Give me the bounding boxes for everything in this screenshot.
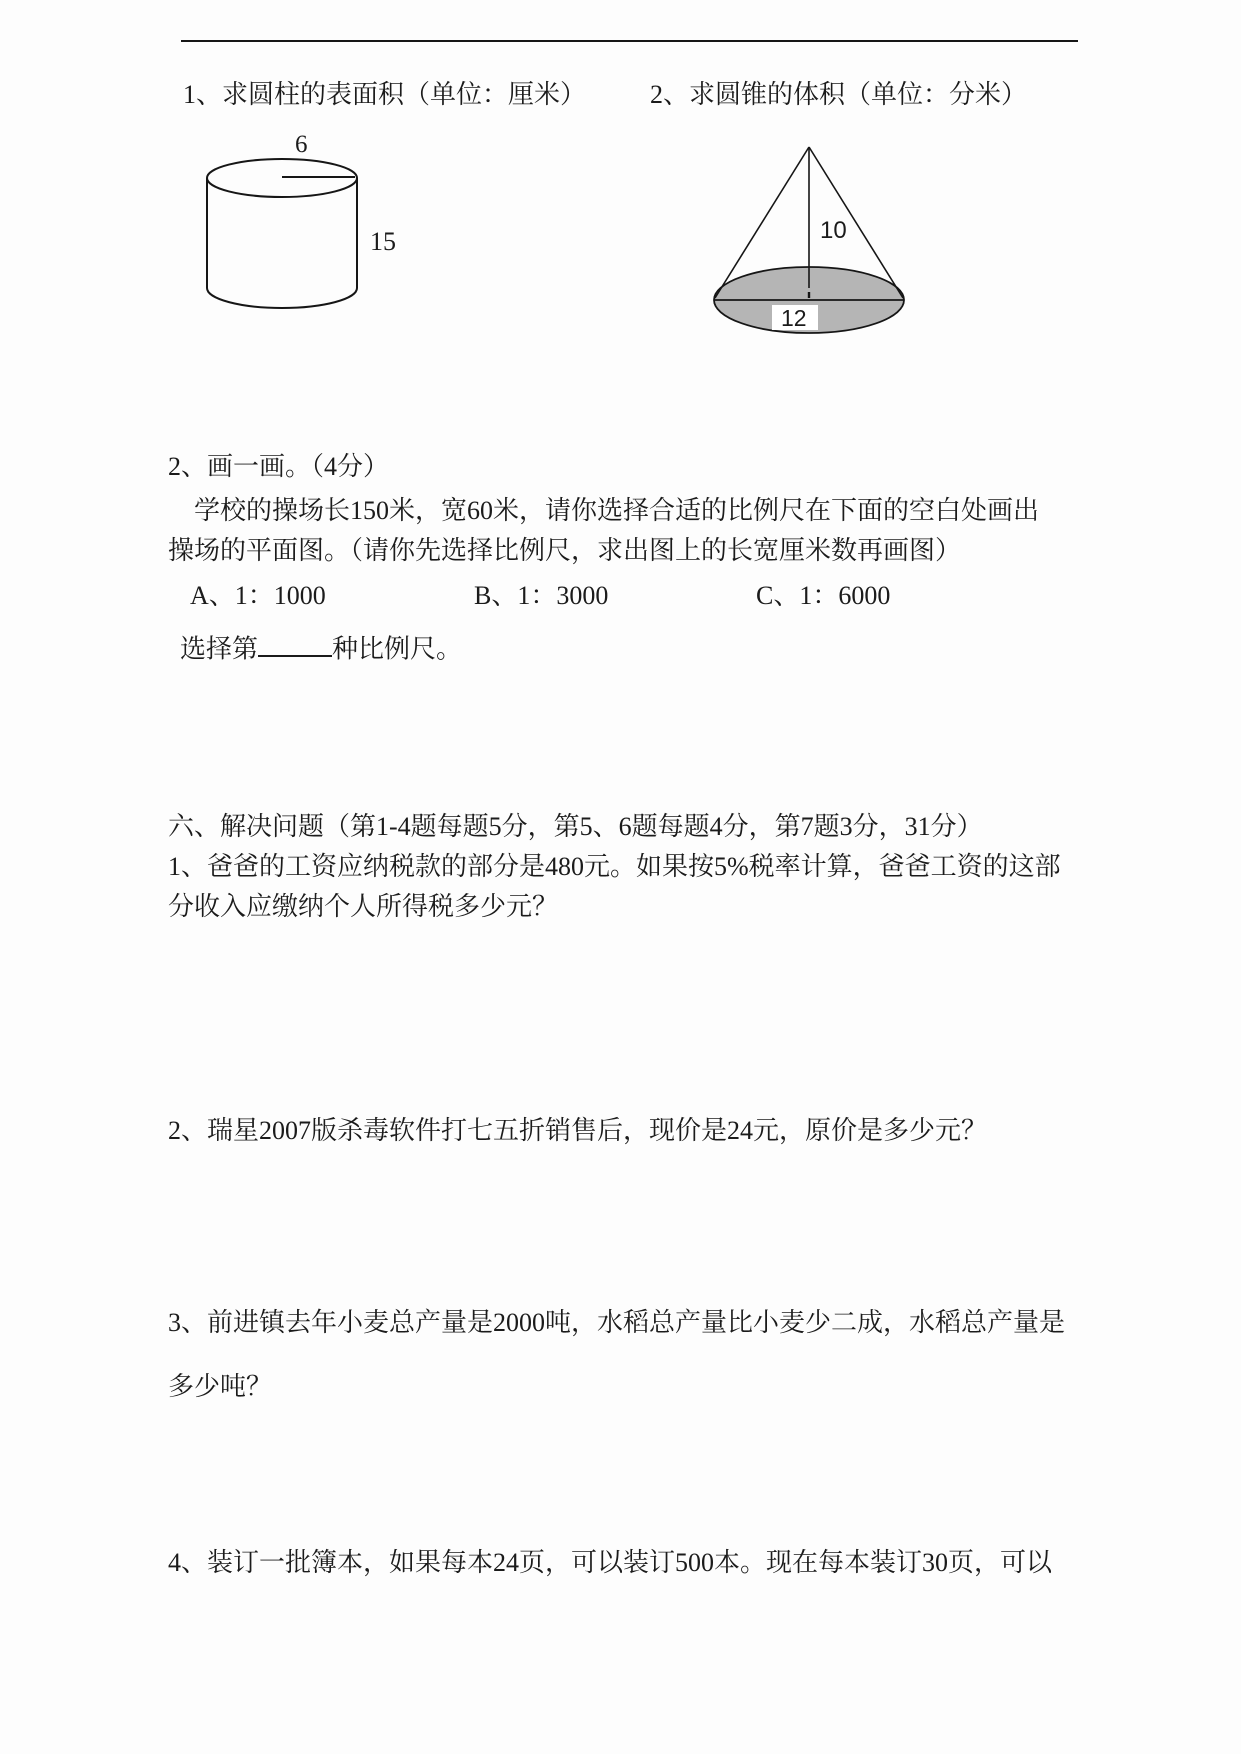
problem-2-line-1: 2、瑞星2007版杀毒软件打七五折销售后，现价是24元，原价是多少元？	[168, 1116, 988, 1145]
cone-diameter-label: 12	[781, 305, 807, 331]
cylinder-height-label: 15	[370, 227, 396, 256]
cylinder-bottom-arc	[207, 288, 357, 308]
draw-desc-line2: 操场的平面图。（请你先选择比例尺，求出图上的长宽厘米数再画图）	[168, 536, 962, 565]
cylinder-figure	[193, 128, 423, 323]
choose-suffix: 种比例尺。	[332, 634, 463, 664]
problem-1-line-2: 分收入应缴纳个人所得税多少元？	[168, 892, 559, 921]
solve-section-title: 六、解决问题（第1-4题每题5分，第5、6题每题4分，第7题3分，31分）	[168, 812, 983, 841]
answer-blank	[258, 628, 332, 657]
scale-option-a: A、1：1000	[190, 581, 326, 610]
draw-section-title: 2、画一画。（4分）	[168, 452, 390, 481]
problem-3-line-2: 多少吨？	[168, 1372, 273, 1401]
cylinder-problem-label: 1、求圆柱的表面积（单位：厘米）	[183, 80, 587, 109]
scale-option-b: B、1：3000	[474, 581, 609, 610]
cone-figure	[700, 128, 935, 343]
top-rule	[181, 40, 1078, 42]
choose-prefix: 选择第	[180, 634, 259, 664]
cone-problem-label: 2、求圆锥的体积（单位：分米）	[650, 80, 1028, 109]
cone-height-label: 10	[820, 217, 847, 244]
draw-desc-line1: 学校的操场长150米，宽60米，请你选择合适的比例尺在下面的空白处画出	[194, 496, 1040, 525]
scale-option-c: C、1：6000	[756, 581, 891, 610]
choose-scale-line	[180, 628, 462, 664]
problem-3-line-1: 3、前进镇去年小麦总产量是2000吨，水稻总产量比小麦少二成，水稻总产量是	[168, 1308, 1066, 1337]
cylinder-radius-label: 6	[295, 131, 308, 158]
problem-1-line-1: 1、爸爸的工资应纳税款的部分是480元。如果按5%税率计算，爸爸工资的这部	[168, 852, 1061, 881]
problem-4-line-1: 4、装订一批簿本，如果每本24页，可以装订500本。现在每本装订30页，可以	[168, 1548, 1053, 1577]
